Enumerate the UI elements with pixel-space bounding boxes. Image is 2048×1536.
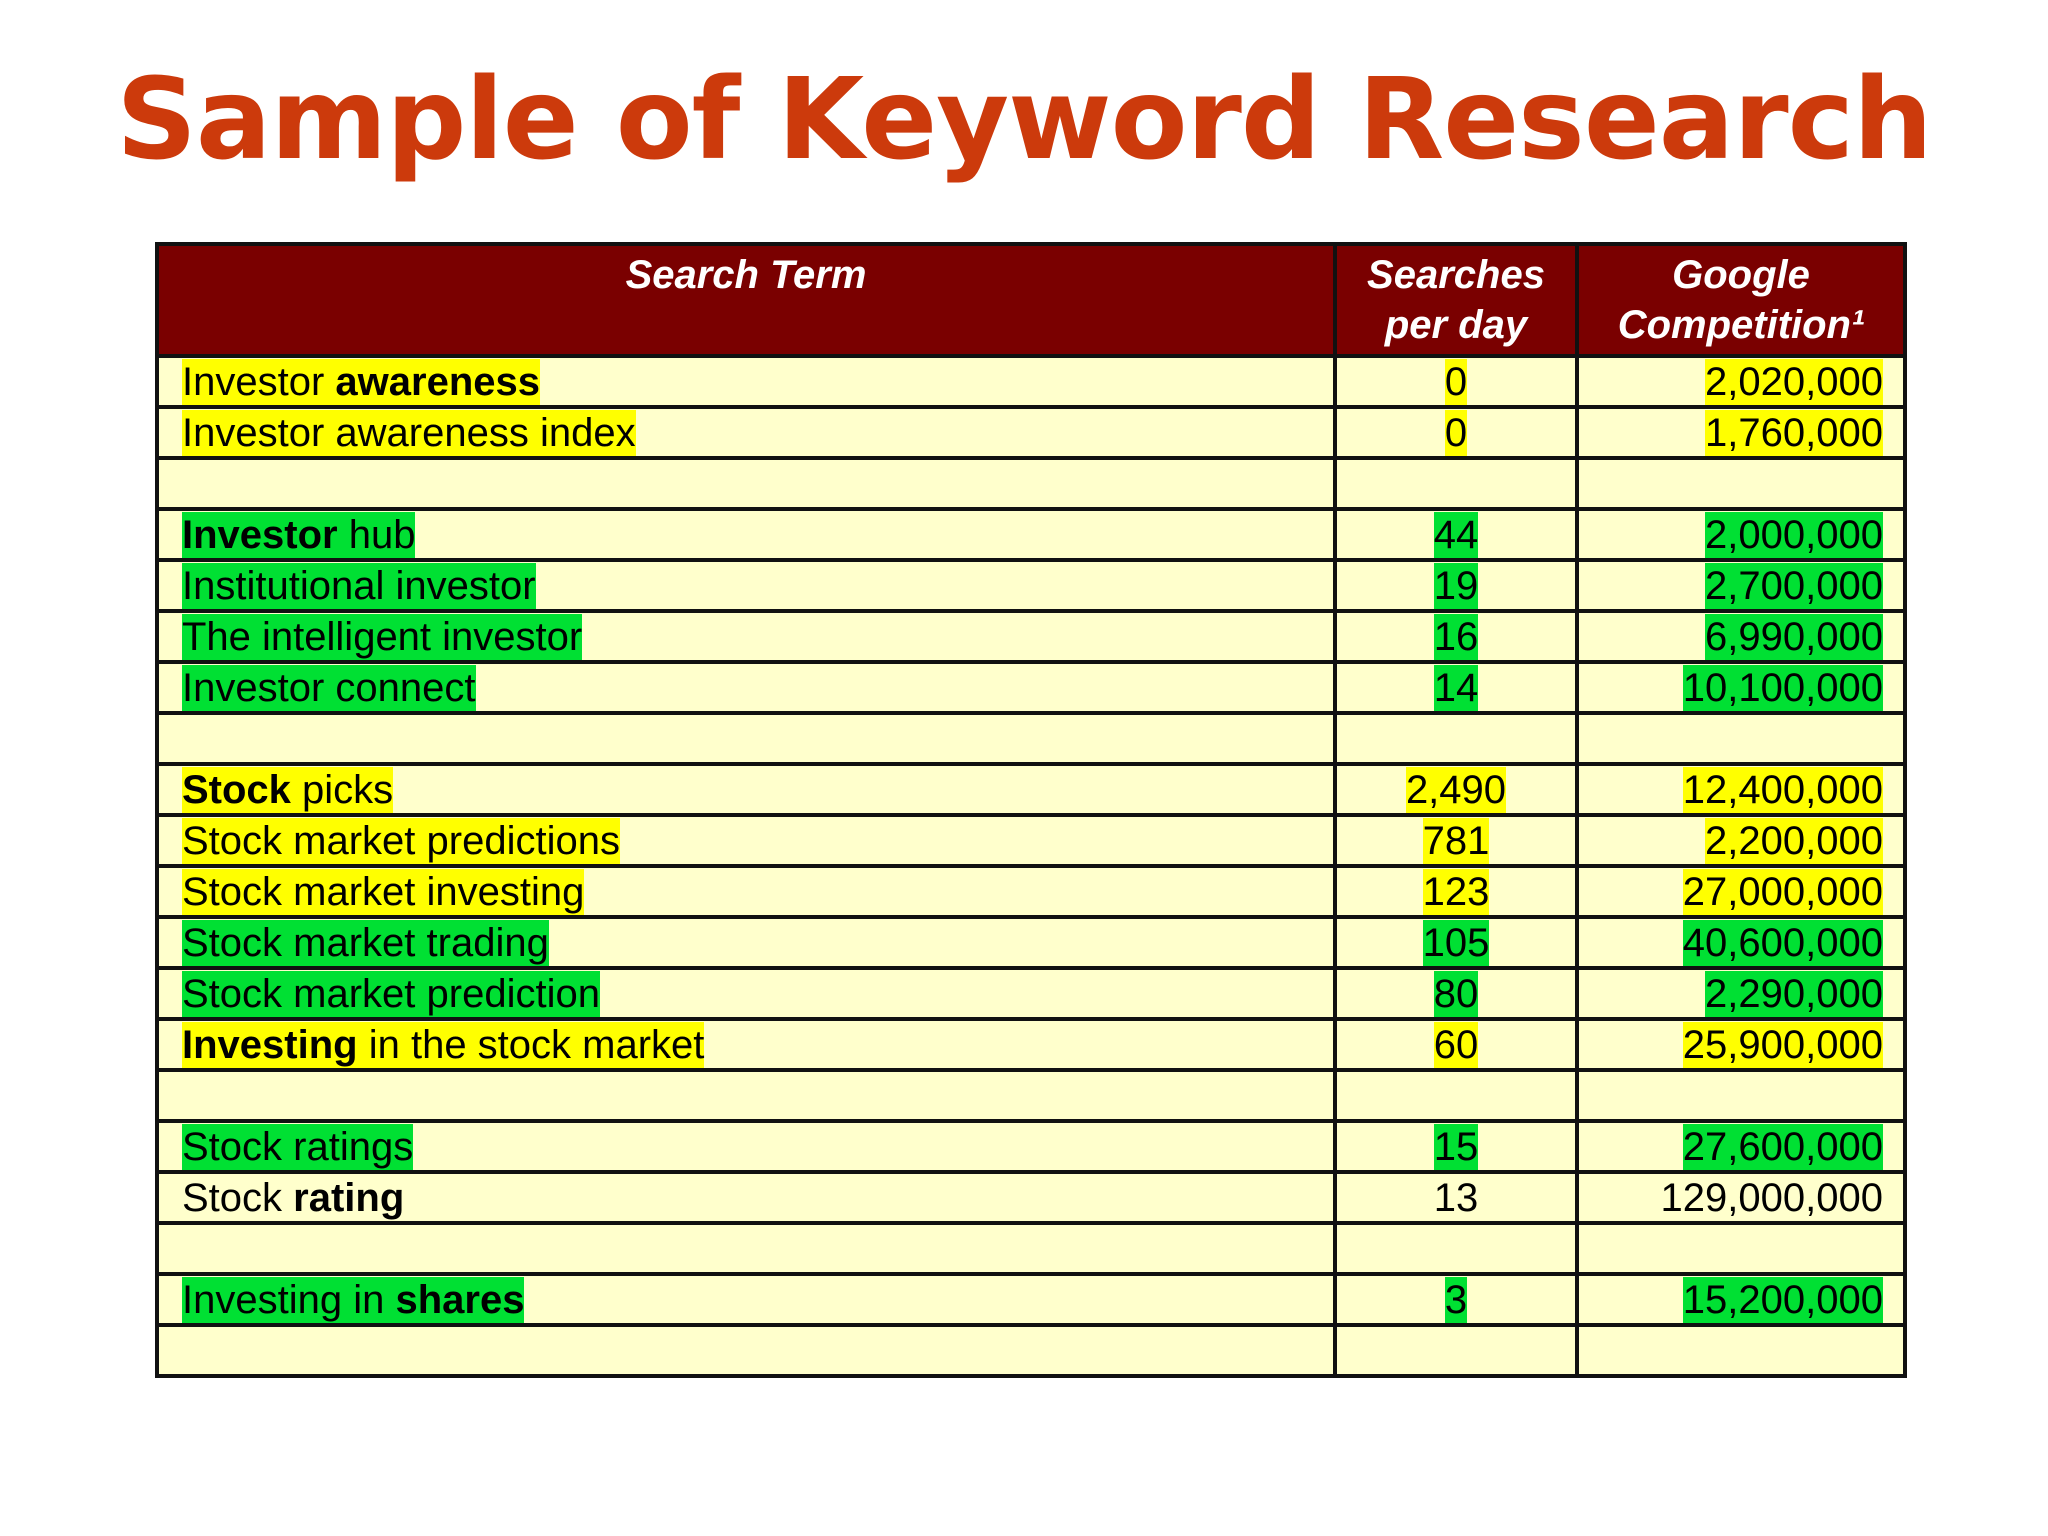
search-term-highlight [182, 1022, 704, 1068]
header-searches-per-day: Searches per day [1335, 244, 1577, 356]
searches-per-day-value: 16 [1433, 614, 1479, 659]
searches-per-day-value: 44 [1433, 512, 1479, 557]
google-competition-value: 2,700,000 [1705, 563, 1883, 608]
search-term-cell [157, 1019, 1335, 1070]
page-title: Sample of Keyword Research [116, 55, 1932, 185]
search-term-cell [157, 1274, 1335, 1325]
searches-per-day-value: 14 [1433, 665, 1479, 710]
table-header-row [157, 244, 1905, 356]
searches-per-day-cell [1335, 560, 1577, 611]
search-term-bold-part: shares [395, 1277, 525, 1322]
header-google-competition: Google Competition¹ [1577, 244, 1905, 356]
search-term-cell [157, 764, 1335, 815]
google-competition-cell [1577, 1274, 1905, 1325]
table-row-empty [157, 1325, 1905, 1376]
searches-per-day-cell [1335, 509, 1577, 560]
search-term-cell [157, 458, 1335, 509]
google-competition-value: 2,290,000 [1705, 971, 1883, 1016]
searches-per-day-value: 2,490 [1405, 767, 1507, 812]
table-row-empty [157, 1223, 1905, 1274]
searches-per-day-cell [1335, 866, 1577, 917]
google-competition-cell [1577, 611, 1905, 662]
table-row [157, 1121, 1905, 1172]
search-term-highlight [182, 920, 549, 966]
search-term-part: Stock ratings [182, 1124, 414, 1169]
search-term-cell [157, 509, 1335, 560]
google-competition-cell [1577, 1172, 1905, 1223]
search-term-cell [157, 713, 1335, 764]
google-competition-cell [1577, 407, 1905, 458]
search-term-bold-part: Investor [182, 512, 338, 557]
table-body [157, 356, 1905, 1376]
search-term-cell [157, 815, 1335, 866]
searches-per-day-value: 15 [1433, 1124, 1479, 1169]
google-competition-cell [1577, 662, 1905, 713]
google-competition-cell [1577, 458, 1905, 509]
google-competition-value: 25,900,000 [1682, 1022, 1883, 1067]
google-competition-cell [1577, 764, 1905, 815]
google-competition-cell [1577, 1070, 1905, 1121]
google-competition-value: 6,990,000 [1705, 614, 1883, 659]
google-competition-cell [1577, 509, 1905, 560]
google-competition-cell [1577, 1019, 1905, 1070]
searches-per-day-cell [1335, 611, 1577, 662]
search-term-highlight [182, 359, 540, 405]
keyword-table [155, 242, 1907, 1378]
google-competition-value: 40,600,000 [1682, 920, 1883, 965]
google-competition-value: 27,000,000 [1682, 869, 1883, 914]
search-term-part: Stock market investing [182, 869, 585, 914]
search-term-highlight [182, 563, 536, 609]
search-term-cell [157, 1172, 1335, 1223]
google-competition-value: 2,200,000 [1705, 818, 1883, 863]
searches-per-day-cell [1335, 407, 1577, 458]
google-competition-cell [1577, 815, 1905, 866]
search-term-cell [157, 917, 1335, 968]
search-term-part: Stock [182, 1175, 294, 1220]
search-term-cell [157, 866, 1335, 917]
google-competition-cell [1577, 560, 1905, 611]
google-competition-value: 15,200,000 [1682, 1277, 1883, 1322]
search-term-part: Investor awareness index [182, 410, 636, 455]
google-competition-value: 27,600,000 [1682, 1124, 1883, 1169]
table-row-empty [157, 713, 1905, 764]
searches-per-day-value: 60 [1433, 1022, 1479, 1067]
searches-per-day-cell [1335, 815, 1577, 866]
search-term-cell [157, 356, 1335, 407]
search-term-part: Stock market trading [182, 920, 549, 965]
table-row [157, 917, 1905, 968]
search-term-part: Investor connect [182, 665, 476, 710]
searches-per-day-value: 80 [1433, 971, 1479, 1016]
search-term-cell [157, 560, 1335, 611]
search-term-highlight [182, 869, 584, 915]
search-term-part: Institutional investor [182, 563, 536, 608]
google-competition-value: 2,020,000 [1705, 359, 1883, 404]
search-term-cell [157, 407, 1335, 458]
search-term-cell [157, 662, 1335, 713]
searches-per-day-cell [1335, 1172, 1577, 1223]
searches-per-day-cell [1335, 968, 1577, 1019]
google-competition-value: 129,000,000 [1660, 1175, 1883, 1220]
search-term-highlight [182, 818, 620, 864]
searches-per-day-cell [1335, 1274, 1577, 1325]
searches-per-day-cell [1335, 713, 1577, 764]
search-term-highlight [182, 1277, 524, 1323]
search-term-highlight [182, 767, 393, 813]
searches-per-day-cell [1335, 458, 1577, 509]
table-row [157, 1274, 1905, 1325]
searches-per-day-value: 105 [1422, 920, 1490, 965]
table-row [157, 866, 1905, 917]
search-term-bold-part: Stock [182, 767, 291, 812]
searches-per-day-value: 0 [1444, 359, 1468, 404]
search-term-part: Stock market predictions [182, 818, 620, 863]
table-row [157, 815, 1905, 866]
table-row [157, 662, 1905, 713]
table-row [157, 968, 1905, 1019]
search-term-part: hub [337, 512, 416, 557]
google-competition-value: 1,760,000 [1705, 410, 1883, 455]
google-competition-value: 10,100,000 [1682, 665, 1883, 710]
search-term-bold-part: Investing [182, 1022, 358, 1067]
google-competition-value: 2,000,000 [1705, 512, 1883, 557]
searches-per-day-cell [1335, 1070, 1577, 1121]
searches-per-day-cell [1335, 356, 1577, 407]
header-search-term: Search Term [157, 244, 1335, 356]
search-term-cell [157, 611, 1335, 662]
search-term-part: Stock market prediction [182, 971, 600, 1016]
table-row [157, 1172, 1905, 1223]
search-term-part: Investing in [182, 1277, 396, 1322]
searches-per-day-cell [1335, 662, 1577, 713]
table-row [157, 407, 1905, 458]
table-row [157, 509, 1905, 560]
google-competition-cell [1577, 917, 1905, 968]
google-competition-cell [1577, 1121, 1905, 1172]
search-term-highlight [182, 665, 476, 711]
search-term-highlight [182, 1175, 404, 1221]
search-term-highlight [182, 410, 636, 456]
search-term-highlight [182, 971, 600, 1017]
searches-per-day-cell [1335, 764, 1577, 815]
search-term-cell [157, 1121, 1335, 1172]
search-term-cell [157, 1325, 1335, 1376]
table-row [157, 356, 1905, 407]
table-row [157, 764, 1905, 815]
search-term-bold-part: awareness [335, 359, 540, 404]
search-term-part: Investor [182, 359, 336, 404]
searches-per-day-value: 123 [1422, 869, 1490, 914]
search-term-highlight [182, 1124, 413, 1170]
google-competition-cell [1577, 1325, 1905, 1376]
searches-per-day-value: 13 [1433, 1175, 1479, 1220]
google-competition-cell [1577, 356, 1905, 407]
table-row-empty [157, 1070, 1905, 1121]
search-term-part: picks [290, 767, 394, 812]
search-term-highlight [182, 512, 415, 558]
searches-per-day-cell [1335, 917, 1577, 968]
search-term-highlight [182, 614, 582, 660]
search-term-cell [157, 1070, 1335, 1121]
search-term-cell [157, 1223, 1335, 1274]
search-term-bold-part: rating [293, 1175, 405, 1220]
google-competition-cell [1577, 713, 1905, 764]
google-competition-cell [1577, 968, 1905, 1019]
google-competition-value: 12,400,000 [1682, 767, 1883, 812]
table-row [157, 1019, 1905, 1070]
searches-per-day-value: 19 [1433, 563, 1479, 608]
searches-per-day-value: 781 [1422, 818, 1490, 863]
table-row [157, 560, 1905, 611]
table-row [157, 611, 1905, 662]
searches-per-day-value: 3 [1444, 1277, 1468, 1322]
search-term-cell [157, 968, 1335, 1019]
searches-per-day-value: 0 [1444, 410, 1468, 455]
searches-per-day-cell [1335, 1121, 1577, 1172]
searches-per-day-cell [1335, 1019, 1577, 1070]
search-term-part: The intelligent investor [182, 614, 583, 659]
search-term-part: in the stock market [357, 1022, 705, 1067]
google-competition-cell [1577, 1223, 1905, 1274]
searches-per-day-cell [1335, 1223, 1577, 1274]
searches-per-day-cell [1335, 1325, 1577, 1376]
google-competition-cell [1577, 866, 1905, 917]
table-row-empty [157, 458, 1905, 509]
